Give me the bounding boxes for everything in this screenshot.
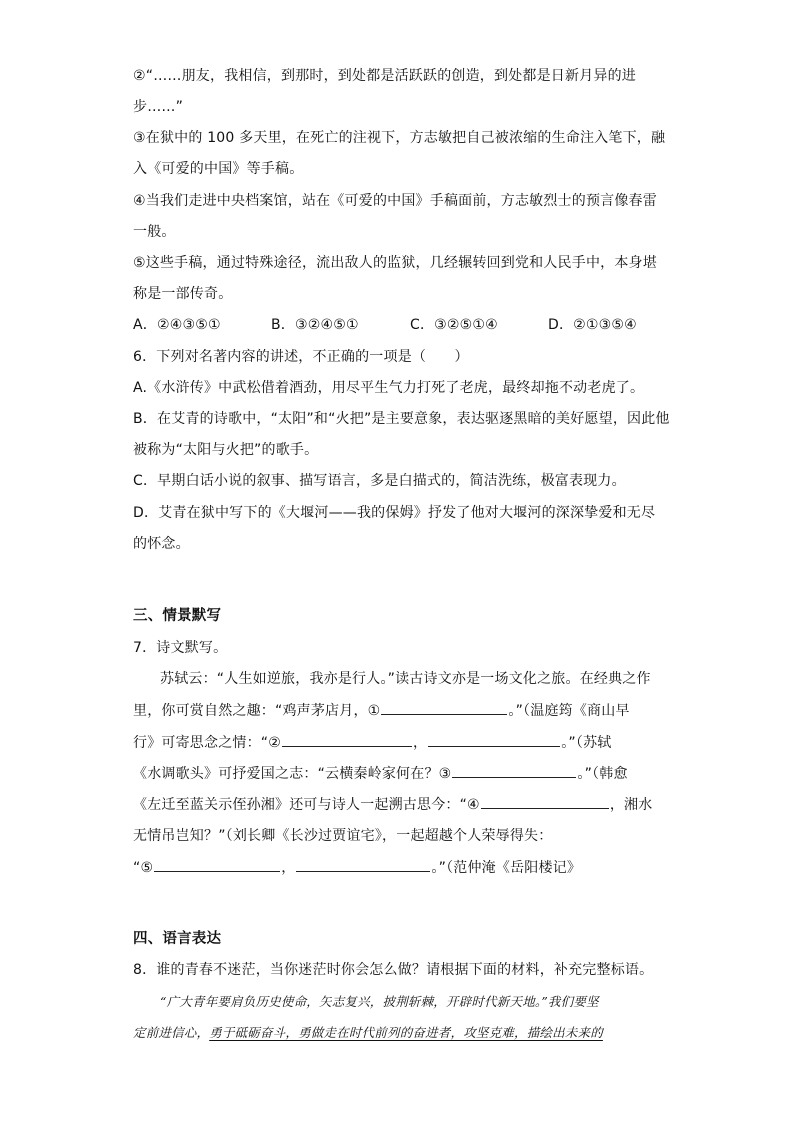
q7-line-3-comma: ， — [413, 735, 428, 751]
q5-sentence-4-line-1: ④当我们走进中央档案馆，站在《可爱的中国》手稿面前，方志敏烈士的预言像春雷 — [133, 193, 657, 209]
q7-line-4-tail: 。”（韩愈 — [577, 766, 628, 782]
blank-3[interactable] — [452, 763, 576, 778]
blank-1[interactable] — [381, 700, 507, 715]
q7-line-7-text: “⑤ — [133, 860, 154, 876]
q6-option-d-line-2: 的怀念。 — [133, 536, 190, 552]
q8-material-underlined: 勇于砥砺奋斗，勇做走在时代前列的奋进者，攻坚克难，描绘出未来的 — [209, 1025, 603, 1040]
q7-line-5-text: 《左迁至蓝关示侄孙湘》还可与诗人一起溯古思今：“④ — [133, 797, 480, 813]
blank-2a[interactable] — [282, 732, 412, 747]
q6-option-c[interactable]: C．早期白话小说的叙事、描写语言，多是白描式的，简洁洗练，极富表现力。 — [133, 473, 626, 489]
q7-stem: 7．诗文默写。 — [133, 640, 228, 656]
q8-material-line-1: “广大青年要肩负历史使命，矢志复兴，披荆斩棘，开辟时代新天地。”我们要坚 — [160, 994, 599, 1009]
q7-line-7-comma: ， — [281, 860, 296, 876]
blank-5a[interactable] — [154, 857, 280, 872]
q7-line-3-text: 行》可寄思念之情：“② — [133, 735, 282, 751]
q7-line-2 — [133, 700, 630, 721]
q7-line-3-tail: 。”（苏轼 — [561, 735, 612, 751]
q5-sentence-4-line-2: 一般。 — [133, 224, 176, 240]
q8-material-line-2-text: 定前进信心， — [133, 1025, 210, 1040]
q7-line-4-text: 《水调歌头》可抒爱国之志：“云横秦岭家何在？③ — [133, 766, 452, 782]
q6-option-b-line-1[interactable]: B．在艾青的诗歌中，“太阳”和“火把”是主要意象，表达驱逐黑暗的美好愿望，因此他 — [133, 411, 670, 427]
q5-option-b[interactable]: B．③②④⑤① — [271, 317, 359, 333]
section-3-title: 三、情景默写 — [133, 608, 222, 624]
q7-line-5 — [133, 794, 652, 815]
q5-option-c[interactable]: C．③②⑤①④ — [410, 317, 498, 333]
blank-2b[interactable] — [428, 732, 560, 747]
q7-line-5-tail: ，湘水 — [609, 797, 653, 813]
blank-4[interactable] — [481, 794, 609, 809]
q5-sentence-3-line-2: 入《可爱的中国》等手稿。 — [133, 161, 304, 177]
q7-line-1: 苏轼云：“人生如逆旅，我亦是行人。”读古诗文亦是一场文化之旅。在经典之作 — [160, 671, 651, 687]
q5-option-a[interactable]: A．②④③⑤① — [133, 317, 221, 333]
q8-stem: 8．谁的青春不迷茫，当你迷茫时你会怎么做？请根据下面的材料，补充完整标语。 — [133, 962, 654, 978]
q7-line-3 — [133, 732, 611, 753]
q8-material-line-2 — [133, 1023, 603, 1043]
q5-sentence-3-line-1: ③在狱中的 100 多天里，在死亡的注视下，方志敏把自己被浓缩的生命注入笔下，融 — [133, 130, 666, 146]
q7-line-7-tail: 。”（范仲淹《岳阳楼记》 — [431, 860, 582, 876]
q6-option-a[interactable]: A.《水浒传》中武松借着酒劲，用尽平生气力打死了老虎，最终却拖不动老虎了。 — [133, 380, 645, 396]
q7-line-7 — [133, 857, 581, 878]
q5-sentence-2-line-1: ②“……朋友，我相信，到那时，到处都是活跃跃的创造，到处都是日新月异的进 — [133, 68, 637, 84]
q5-sentence-5-line-2: 称是一部传奇。 — [133, 286, 233, 302]
q7-line-2-text: 里，你可赏自然之趣：“鸡声茅店月，① — [133, 703, 381, 719]
blank-5b[interactable] — [296, 857, 430, 872]
q7-line-2-tail: 。”（温庭筠《商山早 — [508, 703, 630, 719]
q6-option-d-line-1[interactable]: D．艾青在狱中写下的《大堰河——我的保姆》抒发了他对大堰河的深深挚爱和无尽 — [133, 505, 656, 521]
q5-options — [133, 315, 637, 335]
q5-option-d[interactable]: D．②①③⑤④ — [548, 317, 637, 333]
q7-line-6: 无情吊岂知？”（刘长卿《长沙过贾谊宅》，一起超越个人荣辱得失： — [133, 828, 553, 844]
section-4-title: 四、语言表达 — [133, 931, 222, 947]
q6-option-b-line-2: 被称为“太阳与火把”的歌手。 — [133, 442, 319, 458]
q5-sentence-2-line-2: 步……” — [133, 99, 184, 115]
q7-line-4 — [133, 763, 628, 784]
q6-stem: 6．下列对名著内容的讲述，不正确的一项是（ ） — [133, 349, 469, 365]
q5-sentence-5-line-1: ⑤这些手稿，通过特殊途径，流出敌人的监狱，几经辗转回到党和人民手中，本身堪 — [133, 255, 657, 271]
